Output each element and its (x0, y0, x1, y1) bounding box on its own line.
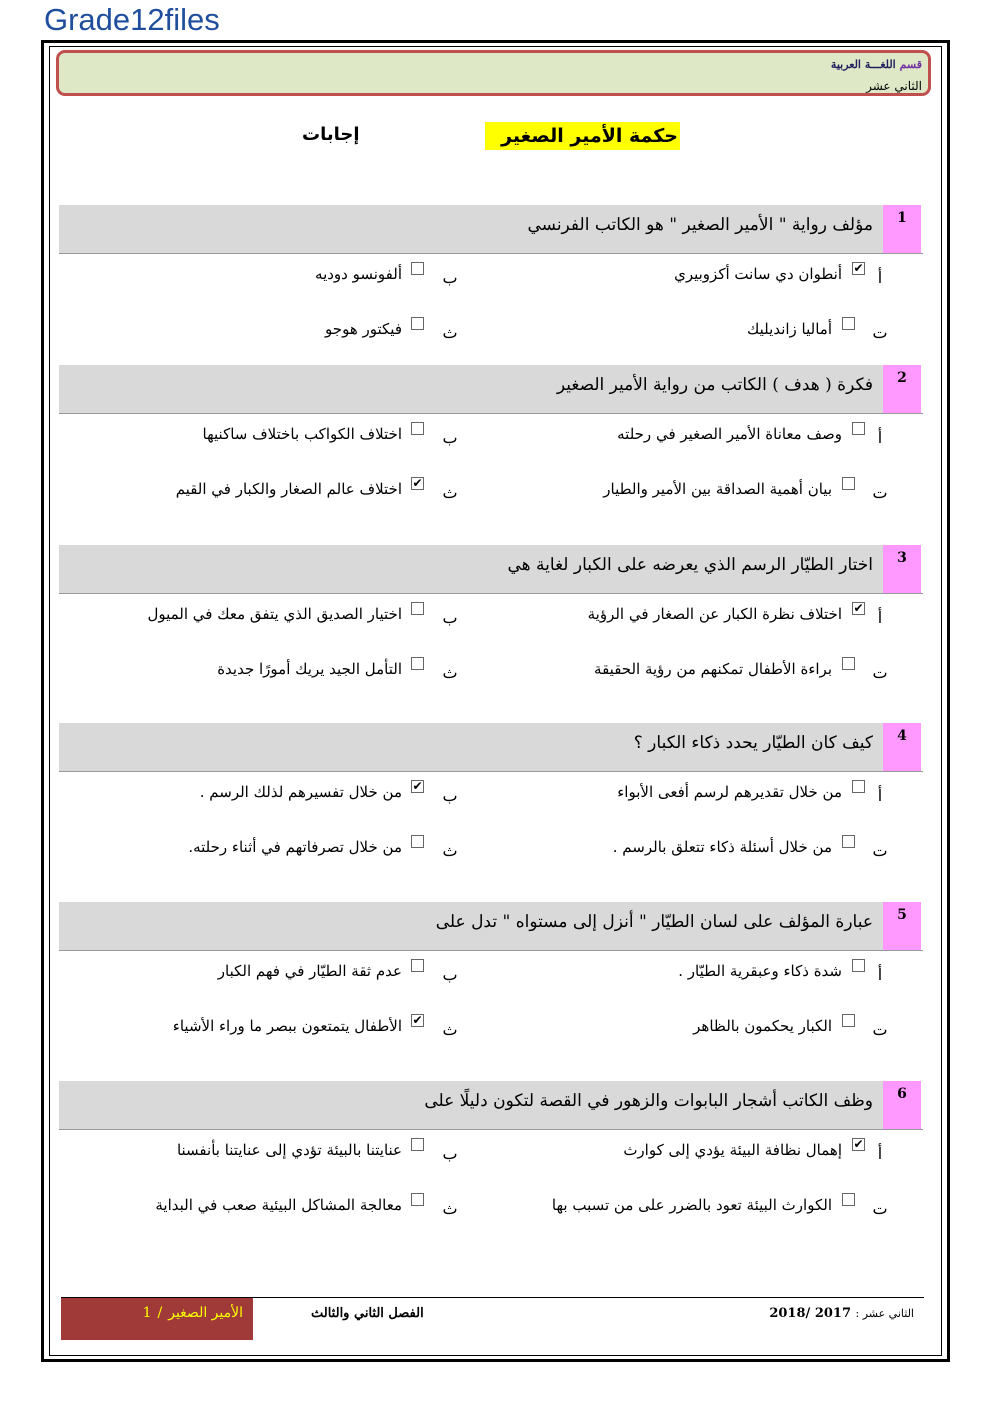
checked-checkbox-icon[interactable]: ✔ (853, 1137, 864, 1151)
option-text: فيكتور هوجو (325, 320, 402, 338)
checked-checkbox-icon[interactable]: ✔ (853, 601, 864, 615)
checked-checkbox-icon[interactable]: ✔ (412, 476, 423, 490)
option-text: اختلاف نظرة الكبار عن الصغار في الرؤية (587, 605, 842, 623)
option-letter: أ (877, 965, 883, 984)
option-letter: ب (442, 428, 458, 447)
department-prefix: قسم (899, 58, 922, 71)
footer-separator: / (157, 1305, 163, 1321)
option-letter: ب (442, 965, 458, 984)
page-title: حكمة الأمير الصغير (485, 122, 680, 150)
option-letter: ب (442, 608, 458, 627)
checkbox-icon[interactable] (411, 602, 424, 615)
option-text: بيان أهمية الصداقة بين الأمير والطيار (603, 480, 832, 498)
option-letter: ث (442, 663, 458, 682)
checkbox-icon[interactable] (842, 835, 855, 848)
checkbox-icon[interactable] (842, 657, 855, 670)
option-text: اختلاف الكواكب باختلاف ساكنيها (202, 425, 402, 443)
checkbox-icon[interactable] (411, 959, 424, 972)
checkbox-icon[interactable] (852, 780, 865, 793)
option-text: براءة الأطفال تمكنهم من رؤية الحقيقة (594, 660, 832, 678)
question-divider (59, 413, 923, 414)
question-text: عبارة المؤلف على لسان الطيّار " أنزل إلى مستواه " تدل على (59, 902, 883, 950)
footer-semester: الفصل الثاني والثالث (311, 1306, 424, 1321)
option-text: التأمل الجيد يريك أمورًا جديدة (217, 660, 402, 678)
department-label (831, 58, 922, 71)
checkbox-icon[interactable] (411, 422, 424, 435)
footer-grade: الثاني عشر : (855, 1307, 914, 1320)
option-letter: أ (877, 428, 883, 447)
footer-year (769, 1306, 914, 1321)
option-letter: ب (442, 268, 458, 287)
option-text: الكوارث البيئة تعود بالضرر على من تسبب بها (551, 1196, 832, 1214)
option-text: ألفونسو دوديه (315, 265, 402, 283)
option-letter: ث (442, 841, 458, 860)
checkbox-icon[interactable] (411, 657, 424, 670)
checkbox-icon[interactable] (411, 835, 424, 848)
checked-checkbox-icon[interactable]: ✔ (412, 1013, 423, 1027)
option-letter: أ (877, 608, 883, 627)
option-letter: أ (877, 1144, 883, 1163)
option-text: من خلال أسئلة ذكاء تتعلق بالرسم . (612, 838, 832, 856)
department-name: اللغـــة العربية (830, 58, 896, 71)
option-text: عدم ثقة الطيّار في فهم الكبار (217, 962, 402, 980)
checkbox-icon[interactable] (852, 422, 865, 435)
option-letter: ت (872, 1199, 888, 1218)
footer-academic-year: 2017 /2018 (769, 1306, 851, 1321)
question-number: 2 (883, 365, 921, 413)
footer-lesson: الأمير الصغير (168, 1305, 243, 1321)
checked-checkbox-icon[interactable]: ✔ (412, 779, 423, 793)
question-text: كيف كان الطيّار يحدد ذكاء الكبار ؟ (59, 723, 883, 771)
option-text: اختلاف عالم الصغار والكبار في القيم (175, 480, 402, 498)
question-divider (59, 1129, 923, 1130)
option-text: الأطفال يتمتعون ببصر ما وراء الأشياء (172, 1017, 402, 1035)
option-letter: ت (872, 1020, 888, 1039)
checkbox-icon[interactable] (411, 1138, 424, 1151)
department-header (56, 50, 931, 96)
checkbox-icon[interactable] (842, 1193, 855, 1206)
checkbox-icon[interactable] (411, 317, 424, 330)
option-letter: ب (442, 786, 458, 805)
option-text: عنايتنا بالبيئة تؤدي إلى عنايتنا بأنفسنا (176, 1141, 402, 1159)
footer-page-number: 1 (142, 1305, 152, 1321)
checkbox-icon[interactable] (852, 959, 865, 972)
option-text: إهمال نظافة البيئة يؤدي إلى كوارث (623, 1141, 842, 1159)
option-text: أماليا زانديليك (747, 320, 832, 338)
option-text: شدة ذكاء وعبقرية الطيّار . (678, 962, 842, 980)
question-divider (59, 950, 923, 951)
site-brand: Grade12files (44, 2, 220, 37)
answers-label: إجابات (302, 124, 360, 145)
question-number: 6 (883, 1081, 921, 1129)
option-letter: ث (442, 323, 458, 342)
question-number: 4 (883, 723, 921, 771)
option-text: من خلال تقديرهم لرسم أفعى الأبواء (617, 783, 842, 801)
option-letter: ث (442, 1020, 458, 1039)
checked-checkbox-icon[interactable]: ✔ (853, 261, 864, 275)
question-number: 1 (883, 205, 921, 253)
question-divider (59, 771, 923, 772)
question-text: مؤلف رواية " الأمير الصغير " هو الكاتب الفرنسي (59, 205, 883, 253)
option-text: الكبار يحكمون بالظاهر (693, 1017, 832, 1035)
option-letter: ث (442, 1199, 458, 1218)
option-letter: ت (872, 663, 888, 682)
option-letter: أ (877, 268, 883, 287)
option-text: أنطوان دي سانت أكزوبيري (674, 265, 842, 283)
question-number: 5 (883, 902, 921, 950)
question-text: وظف الكاتب أشجار البابوات والزهور في القصة لتكون دليلًا على (59, 1081, 883, 1129)
checkbox-icon[interactable] (842, 477, 855, 490)
option-letter: ت (872, 323, 888, 342)
question-text: فكرة ( هدف ) الكاتب من رواية الأمير الصغير (59, 365, 883, 413)
option-letter: ث (442, 483, 458, 502)
option-text: معالجة المشاكل البيئية صعب في البداية (155, 1196, 402, 1214)
question-divider (59, 593, 923, 594)
question-text: اختار الطيّار الرسم الذي يعرضه على الكبار لغاية هي (59, 545, 883, 593)
question-divider (59, 253, 923, 254)
footer-lesson-box (61, 1298, 253, 1340)
checkbox-icon[interactable] (842, 1014, 855, 1027)
option-letter: أ (877, 786, 883, 805)
question-number: 3 (883, 545, 921, 593)
checkbox-icon[interactable] (411, 1193, 424, 1206)
checkbox-icon[interactable] (411, 262, 424, 275)
option-text: اختيار الصديق الذي يتفق معك في الميول (147, 605, 402, 623)
header-grade: الثاني عشر (866, 79, 922, 93)
option-text: من خلال تفسيرهم لذلك الرسم . (199, 783, 402, 801)
option-letter: ت (872, 841, 888, 860)
option-letter: ت (872, 483, 888, 502)
option-text: من خلال تصرفاتهم في أثناء رحلته. (188, 838, 402, 856)
option-letter: ب (442, 1144, 458, 1163)
option-text: وصف معاناة الأمير الصغير في رحلته (617, 425, 842, 443)
checkbox-icon[interactable] (842, 317, 855, 330)
